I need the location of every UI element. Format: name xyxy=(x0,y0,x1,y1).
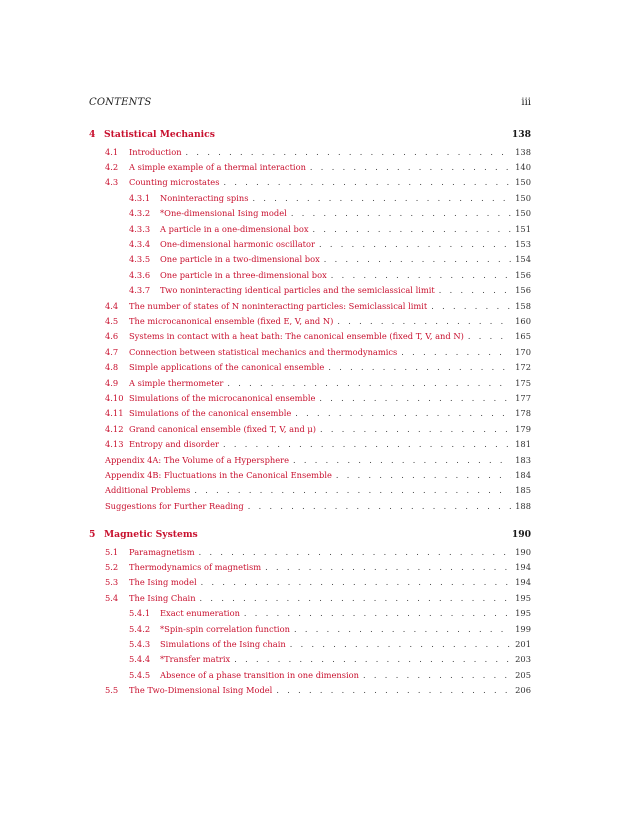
entry-page-number: 177 xyxy=(515,392,531,403)
toc-entry[interactable] xyxy=(129,239,531,250)
dot-leader xyxy=(199,547,511,558)
toc-entry[interactable] xyxy=(129,624,531,635)
entry-number: 4.3.2 xyxy=(129,208,151,219)
entry-page-number: 172 xyxy=(515,362,531,373)
entry-title: Counting microstates xyxy=(129,177,220,188)
header-title: CONTENTS xyxy=(89,97,152,108)
entry-title: Simple applications of the canonical ensemble xyxy=(129,362,325,373)
entry-title: Noninteracting spins xyxy=(160,192,249,203)
dot-leader xyxy=(295,408,511,419)
dot-leader xyxy=(328,362,511,373)
entry-number: 5.4.5 xyxy=(129,669,151,680)
entry-title: Simulations of the canonical ensemble xyxy=(129,408,292,419)
toc-entry[interactable] xyxy=(105,393,531,404)
entry-title: The Two-Dimensional Ising Model xyxy=(129,685,273,696)
entry-number: 4.3 xyxy=(105,177,119,188)
toc-entry[interactable] xyxy=(129,670,531,681)
toc-entry[interactable] xyxy=(105,301,531,312)
entry-page-number: 203 xyxy=(515,654,531,665)
entry-number: 4.6 xyxy=(105,331,119,342)
dot-leader xyxy=(293,455,511,466)
entry-page-number: 158 xyxy=(515,300,531,311)
entry-page-number: 160 xyxy=(515,315,531,326)
dot-leader xyxy=(294,624,511,635)
toc-entry[interactable] xyxy=(105,362,531,373)
entry-title: Paramagnetism xyxy=(129,546,195,557)
entry-title: *Spin-spin correlation function xyxy=(160,623,290,634)
dot-leader xyxy=(248,501,511,512)
dot-leader xyxy=(244,608,511,619)
toc-entry[interactable] xyxy=(105,685,531,696)
entry-title: Grand canonical ensemble (fixed T, V, and μ) xyxy=(129,423,317,434)
entry-title: Suggestions for Further Reading xyxy=(105,500,244,511)
entry-number: 5.5 xyxy=(105,685,119,696)
toc-entry[interactable] xyxy=(105,485,531,496)
dot-leader xyxy=(319,239,511,250)
entry-title: Thermodynamics of magnetism xyxy=(129,561,262,572)
entry-title: The number of states of N noninteracting particles: Semiclassical limit xyxy=(129,300,428,311)
entry-page-number: 150 xyxy=(515,208,531,219)
chapter-heading-5[interactable] xyxy=(89,529,531,540)
chapter-heading-4[interactable] xyxy=(89,129,531,140)
dot-leader xyxy=(186,147,511,158)
dot-leader xyxy=(336,470,511,481)
entry-title: Simulations of the Ising chain xyxy=(160,638,286,649)
dot-leader xyxy=(401,347,511,358)
entry-number: 5.4 xyxy=(105,592,119,603)
toc-entry[interactable] xyxy=(129,270,531,281)
dot-leader xyxy=(223,439,511,450)
toc-entry[interactable] xyxy=(105,378,531,389)
entry-page-number: 194 xyxy=(515,577,531,588)
toc-entry[interactable] xyxy=(129,639,531,650)
dot-leader xyxy=(223,177,511,188)
entry-title: Exact enumeration xyxy=(160,608,240,619)
dot-leader xyxy=(468,331,511,342)
entry-number: 4.3.1 xyxy=(129,192,151,203)
entry-page-number: 178 xyxy=(515,408,531,419)
entry-page-number: 150 xyxy=(515,192,531,203)
entry-page-number: 206 xyxy=(515,685,531,696)
toc-entry[interactable] xyxy=(105,593,531,604)
toc-entry[interactable] xyxy=(105,455,531,466)
entry-title: Systems in contact with a heat bath: The canonical ensemble (fixed T, V, and N) xyxy=(129,331,464,342)
entry-title: Statistical Mechanics xyxy=(104,129,215,140)
dot-leader xyxy=(276,685,511,696)
dot-leader xyxy=(265,562,511,573)
entry-page-number: 185 xyxy=(515,485,531,496)
entry-number: 4.5 xyxy=(105,315,119,326)
dot-leader xyxy=(439,285,511,296)
dot-leader xyxy=(253,193,511,204)
dot-leader xyxy=(310,162,511,173)
entry-page-number: 188 xyxy=(515,500,531,511)
toc-entry[interactable] xyxy=(105,177,531,188)
entry-number: 5.4.3 xyxy=(129,638,151,649)
entry-number: 5.4.1 xyxy=(129,608,151,619)
entry-title: Appendix 4A: The Volume of a Hypersphere xyxy=(105,454,290,465)
toc-entry[interactable] xyxy=(129,654,531,665)
toc-entry[interactable] xyxy=(105,547,531,558)
entry-title: One particle in a three-dimensional box xyxy=(160,269,327,280)
entry-page-number: 170 xyxy=(515,346,531,357)
toc-entry[interactable] xyxy=(129,193,531,204)
entry-number: 4.8 xyxy=(105,362,119,373)
entry-page-number: 140 xyxy=(515,161,531,172)
entry-title: A particle in a one-dimensional box xyxy=(160,223,309,234)
dot-leader xyxy=(320,424,511,435)
toc-entry[interactable] xyxy=(105,347,531,358)
entry-title: Appendix 4B: Fluctuations in the Canonical Ensemble xyxy=(105,469,332,480)
entry-title: *Transfer matrix xyxy=(160,654,231,665)
entry-number: 4.4 xyxy=(105,300,119,311)
entry-title: Two noninteracting identical particles and the semiclassical limit xyxy=(160,285,435,296)
entry-number: 4.7 xyxy=(105,346,119,357)
entry-page-number: 175 xyxy=(515,377,531,388)
toc-entry[interactable] xyxy=(105,470,531,481)
entry-number: 5 xyxy=(89,529,96,540)
entry-number: 4 xyxy=(89,129,96,140)
dot-leader xyxy=(319,393,511,404)
entry-title: Introduction xyxy=(129,146,182,157)
entry-title: Magnetic Systems xyxy=(104,529,198,540)
entry-page-number: 150 xyxy=(515,177,531,188)
toc-entry[interactable] xyxy=(105,424,531,435)
entry-number: 4.12 xyxy=(105,423,124,434)
toc-entry[interactable] xyxy=(105,316,531,327)
entry-page-number: 156 xyxy=(515,285,531,296)
entry-page-number: 154 xyxy=(515,254,531,265)
entry-number: 5.1 xyxy=(105,546,119,557)
dot-leader xyxy=(331,270,511,281)
toc-entry[interactable] xyxy=(105,408,531,419)
dot-leader xyxy=(363,670,511,681)
entry-page-number: 184 xyxy=(515,469,531,480)
entry-title: One particle in a two-dimensional box xyxy=(160,254,320,265)
entry-title: Connection between statistical mechanics and thermodynamics xyxy=(129,346,398,357)
entry-title: Simulations of the microcanonical ensemble xyxy=(129,392,316,403)
toc-entry[interactable] xyxy=(105,147,531,158)
entry-title: Additional Problems xyxy=(105,485,191,496)
dot-leader xyxy=(324,254,511,265)
entry-title: Absence of a phase transition in one dimension xyxy=(160,669,360,680)
entry-page-number: 156 xyxy=(515,269,531,280)
entry-title: Entropy and disorder xyxy=(129,439,219,450)
toc-entry[interactable] xyxy=(105,162,531,173)
entry-page-number: 138 xyxy=(511,129,531,140)
toc-entry[interactable] xyxy=(105,577,531,588)
entry-number: 4.10 xyxy=(105,392,124,403)
toc-entry[interactable] xyxy=(129,608,531,619)
dot-leader xyxy=(290,639,511,650)
toc-entry[interactable] xyxy=(105,562,531,573)
dot-leader xyxy=(194,485,511,496)
entry-page-number: 190 xyxy=(511,529,531,540)
entry-page-number: 138 xyxy=(515,146,531,157)
entry-number: 4.3.4 xyxy=(129,238,151,249)
entry-number: 4.1 xyxy=(105,146,119,157)
entry-title: A simple thermometer xyxy=(129,377,224,388)
entry-page-number: 183 xyxy=(515,454,531,465)
entry-title: A simple example of a thermal interaction xyxy=(129,161,306,172)
dot-leader xyxy=(200,593,511,604)
dot-leader xyxy=(313,224,511,235)
entry-number: 5.4.2 xyxy=(129,623,151,634)
entry-number: 5.4.4 xyxy=(129,654,151,665)
dot-leader xyxy=(201,577,511,588)
toc-entry[interactable] xyxy=(129,208,531,219)
entry-number: 5.2 xyxy=(105,561,119,572)
header-page-number: iii xyxy=(521,97,531,108)
entry-page-number: 179 xyxy=(515,423,531,434)
entry-title: The Ising Chain xyxy=(129,592,196,603)
entry-page-number: 195 xyxy=(515,608,531,619)
entry-page-number: 201 xyxy=(515,638,531,649)
entry-page-number: 205 xyxy=(515,669,531,680)
toc-entry[interactable] xyxy=(129,285,531,296)
dot-leader xyxy=(234,654,511,665)
toc-entry[interactable] xyxy=(105,439,531,450)
entry-page-number: 199 xyxy=(515,623,531,634)
entry-title: *One-dimensional Ising model xyxy=(160,208,287,219)
toc-entry[interactable] xyxy=(105,501,531,512)
entry-number: 4.11 xyxy=(105,408,124,419)
dot-leader xyxy=(431,301,511,312)
entry-number: 4.3.6 xyxy=(129,269,151,280)
entry-page-number: 195 xyxy=(515,592,531,603)
entry-page-number: 165 xyxy=(515,331,531,342)
running-header xyxy=(89,97,531,108)
toc-entry[interactable] xyxy=(129,224,531,235)
dot-leader xyxy=(227,378,511,389)
entry-number: 4.3.5 xyxy=(129,254,151,265)
toc-entry[interactable] xyxy=(129,254,531,265)
entry-title: One-dimensional harmonic oscillator xyxy=(160,238,315,249)
entry-page-number: 153 xyxy=(515,238,531,249)
entry-page-number: 194 xyxy=(515,561,531,572)
entry-title: The Ising model xyxy=(129,577,197,588)
entry-title: The microcanonical ensemble (fixed E, V, and N) xyxy=(129,315,334,326)
entry-page-number: 151 xyxy=(515,223,531,234)
entry-number: 5.3 xyxy=(105,577,119,588)
dot-leader xyxy=(337,316,511,327)
entry-number: 4.3.3 xyxy=(129,223,151,234)
entry-number: 4.13 xyxy=(105,439,124,450)
dot-leader xyxy=(291,208,511,219)
entry-number: 4.2 xyxy=(105,161,119,172)
entry-number: 4.9 xyxy=(105,377,119,388)
entry-page-number: 190 xyxy=(515,546,531,557)
toc-entry[interactable] xyxy=(105,331,531,342)
entry-page-number: 181 xyxy=(515,439,531,450)
entry-number: 4.3.7 xyxy=(129,285,151,296)
